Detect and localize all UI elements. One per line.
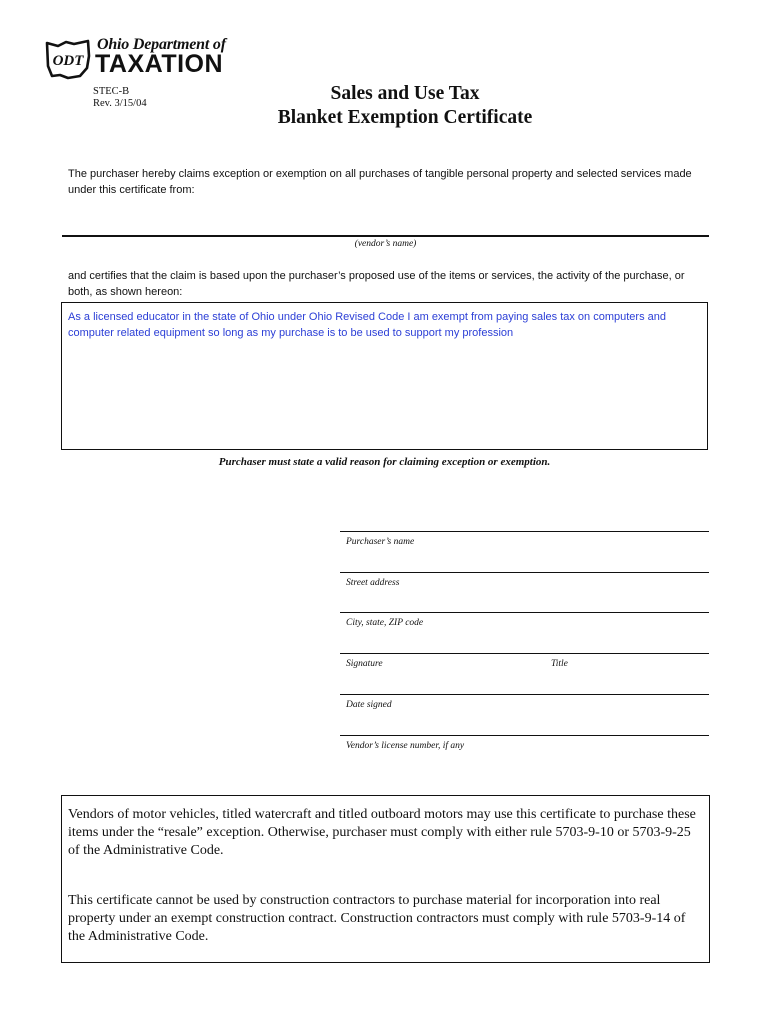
certifies-paragraph: and certifies that the claim is based upon the purchaser’s proposed use of the items or services, the activity of the purchase, or both, as shown hereon:: [68, 270, 685, 298]
intro-paragraph: The purchaser hereby claims exception or exemption on all purchases of tangible personal property and selected services made under this certificate from:: [68, 168, 692, 196]
ohio-state-outline-logo-icon: [44, 38, 92, 80]
purchaser-name-label: Purchaser’s name: [346, 537, 415, 547]
title-line-2: Blanket Exemption Certificate: [277, 107, 533, 128]
vendor-name-label: (vendor’s name): [354, 239, 417, 249]
signature-label: Signature: [346, 659, 383, 669]
signature-title-field[interactable]: [340, 653, 709, 654]
vendor-license-label: Vendor’s license number, if any: [346, 741, 465, 751]
street-address-field[interactable]: [340, 572, 709, 573]
notice-paragraph-resale: Vendors of motor vehicles, titled watercraft and titled outboard motors may use this certificate to purchase these items under the “resale” exception. Otherwise, purchaser must comply with either rule 5703-9-10 or 5703-9-25 of the Administrative Code.: [68, 807, 696, 858]
form-code: STEC-B: [93, 86, 130, 97]
date-signed-label: Date signed: [346, 700, 392, 710]
exemption-reason-entry: As a licensed educator in the state of Ohio under Ohio Revised Code I am exempt from paying sales tax on computers and computer related equipment so long as my purchase is to be used to support my profession: [68, 311, 666, 339]
title-line-1: Sales and Use Tax: [330, 83, 480, 104]
page-title: [230, 82, 580, 130]
title-label: Title: [551, 659, 568, 669]
logo-taxation-text: TAXATION: [95, 50, 224, 78]
vendor-license-field[interactable]: [340, 735, 709, 736]
form-identifier: [93, 86, 147, 110]
city-state-zip-label: City, state, ZIP code: [346, 618, 424, 628]
notice-paragraph-contractors: This certificate cannot be used by construction contractors to purchase material for incorporation into real property under an exempt construction contract. Construction contractors must comply with rule 5703-9-14 of the Administrative Code.: [68, 893, 686, 944]
logo-mark-text: ODT: [52, 53, 84, 69]
vendor-name-field[interactable]: [62, 235, 709, 237]
purchaser-name-field[interactable]: [340, 531, 709, 532]
must-state-reason-note: Purchaser must state a valid reason for claiming exception or exemption.: [218, 456, 551, 468]
city-state-zip-field[interactable]: [340, 612, 709, 613]
street-address-label: Street address: [346, 578, 400, 588]
logo-department-text: Ohio Department of: [97, 36, 226, 53]
form-revision: Rev. 3/15/04: [93, 98, 147, 109]
date-signed-field[interactable]: [340, 694, 709, 695]
